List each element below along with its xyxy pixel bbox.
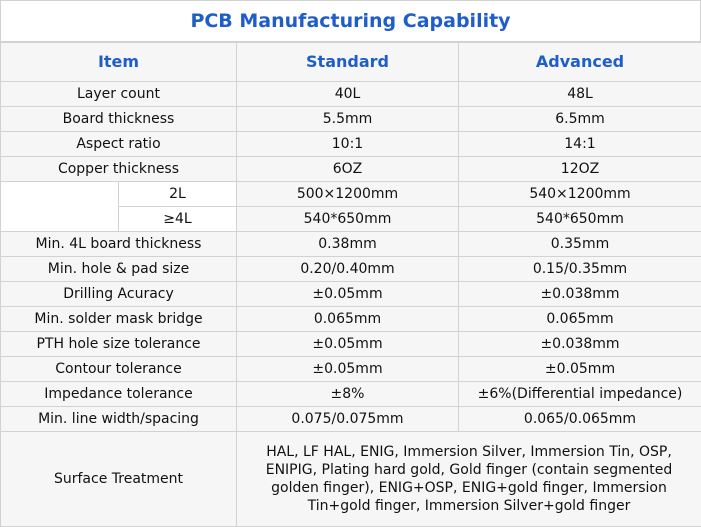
table-row: [1, 357, 701, 382]
capability-table: [0, 42, 701, 527]
row-label: ≥4L: [119, 207, 237, 232]
table-row: [1, 232, 701, 257]
row-label: Min. line width/spacing: [1, 407, 237, 432]
header-row: [1, 43, 701, 82]
header-item: Item: [1, 43, 237, 82]
standard-value: 6OZ: [237, 157, 459, 182]
table-row: [1, 82, 701, 107]
table-row: [1, 282, 701, 307]
advanced-value: 12OZ: [459, 157, 701, 182]
standard-value: 0.20/0.40mm: [237, 257, 459, 282]
row-label: 2L: [119, 182, 237, 207]
table-row: [1, 107, 701, 132]
standard-value: 540*650mm: [237, 207, 459, 232]
standard-value: 0.38mm: [237, 232, 459, 257]
row-label: Board thickness: [1, 107, 237, 132]
row-label: Min. solder mask bridge: [1, 307, 237, 332]
standard-value: ±0.05mm: [237, 357, 459, 382]
advanced-value: 540×1200mm: [459, 182, 701, 207]
table-row: [1, 432, 701, 527]
advanced-value: 540*650mm: [459, 207, 701, 232]
standard-value: 5.5mm: [237, 107, 459, 132]
standard-value: ±8%: [237, 382, 459, 407]
surface-treatment-value: HAL, LF HAL, ENIG, Immersion Silver, Immersion Tin, OSP, ENIPIG, Plating hard gold, Gold finger (contain segmented golden finger), ENIG+OSP, ENIG+gold finger, Immersion Tin+gold finger, Immersion Silver+gold finger: [237, 432, 701, 527]
advanced-value: ±6%(Differential impedance): [459, 382, 701, 407]
row-label: PTH hole size tolerance: [1, 332, 237, 357]
table-row: [1, 132, 701, 157]
table-row: [1, 157, 701, 182]
advanced-value: ±0.038mm: [459, 282, 701, 307]
advanced-value: 14:1: [459, 132, 701, 157]
table-row: [1, 407, 701, 432]
row-label: Impedance tolerance: [1, 382, 237, 407]
table-row: [1, 257, 701, 282]
standard-value: ±0.05mm: [237, 282, 459, 307]
row-label: Min. 4L board thickness: [1, 232, 237, 257]
row-label: Min. hole & pad size: [1, 257, 237, 282]
advanced-value: 0.065mm: [459, 307, 701, 332]
row-label: Drilling Acuracy: [1, 282, 237, 307]
row-label: Aspect ratio: [1, 132, 237, 157]
row-label: Contour tolerance: [1, 357, 237, 382]
table-row: [1, 332, 701, 357]
row-label: Surface Treatment: [1, 432, 237, 527]
table-title: PCB Manufacturing Capability: [0, 0, 701, 42]
advanced-value: ±0.05mm: [459, 357, 701, 382]
advanced-value: 6.5mm: [459, 107, 701, 132]
row-label: Copper thickness: [1, 157, 237, 182]
advanced-value: 48L: [459, 82, 701, 107]
table-row: [1, 182, 701, 207]
standard-value: 0.065mm: [237, 307, 459, 332]
advanced-value: ±0.038mm: [459, 332, 701, 357]
header-advanced: Advanced: [459, 43, 701, 82]
table-row: [1, 382, 701, 407]
standard-value: 10:1: [237, 132, 459, 157]
table-row: [1, 307, 701, 332]
header-standard: Standard: [237, 43, 459, 82]
standard-value: 40L: [237, 82, 459, 107]
advanced-value: 0.15/0.35mm: [459, 257, 701, 282]
board-size-group-cell: [1, 182, 119, 232]
advanced-value: 0.065/0.065mm: [459, 407, 701, 432]
row-label: Layer count: [1, 82, 237, 107]
standard-value: ±0.05mm: [237, 332, 459, 357]
advanced-value: 0.35mm: [459, 232, 701, 257]
standard-value: 0.075/0.075mm: [237, 407, 459, 432]
standard-value: 500×1200mm: [237, 182, 459, 207]
